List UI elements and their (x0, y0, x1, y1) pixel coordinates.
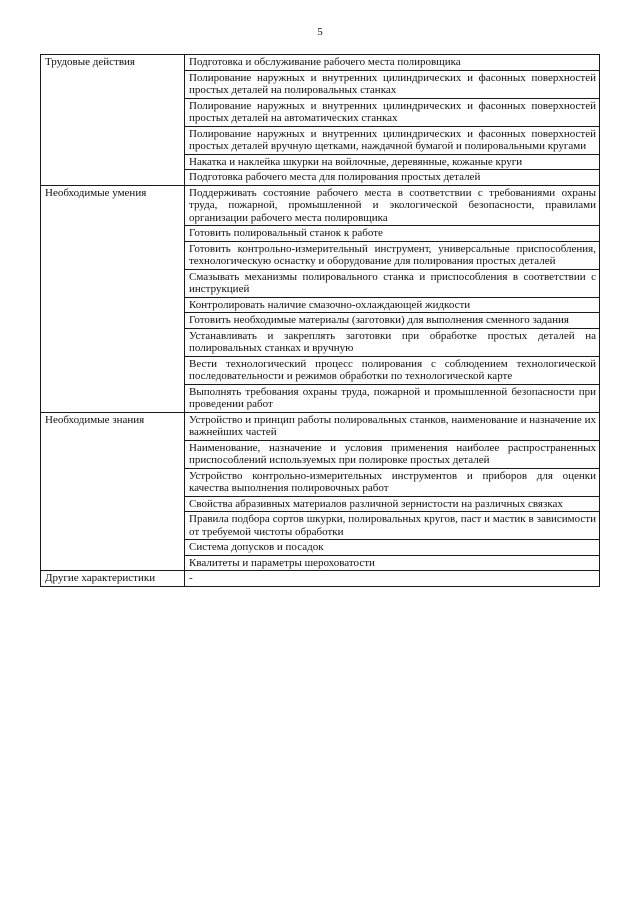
section-item: Устанавливать и закреплять заготовки при обработке простых деталей на полировальных станках и вручную (185, 328, 600, 356)
section-label: Другие характеристики (41, 571, 185, 587)
section-item: Квалитеты и параметры шероховатости (185, 555, 600, 571)
table-row (41, 571, 600, 587)
section-item: Готовить контрольно-измерительный инструмент, универсальные приспособления, технологическую оснастку и оборудование для полирования простых деталей (185, 241, 600, 269)
section-item: Устройство и принцип работы полировальных станков, наименование и назначение их важнейших частей (185, 412, 600, 440)
section-label: Трудовые действия (41, 55, 185, 186)
section-item: Устройство контрольно-измерительных инструментов и приборов для оценки качества выполнения полировочных работ (185, 468, 600, 496)
section-item: Накатка и наклейка шкурки на войлочные, деревянные, кожаные круги (185, 154, 600, 170)
section-item: Система допусков и посадок (185, 540, 600, 556)
page-number: 5 (317, 26, 323, 38)
section-item: Готовить необходимые материалы (заготовки) для выполнения сменного задания (185, 313, 600, 329)
table-row (41, 55, 600, 71)
section-item: Подготовка рабочего места для полирования простых деталей (185, 170, 600, 186)
table-row (41, 185, 600, 226)
section-item: Поддерживать состояние рабочего места в соответствии с требованиями охраны труда, пожарной, промышленной и экологической безопасности, правилами организации рабочего места полировщика (185, 185, 600, 226)
characteristics-table (40, 54, 600, 587)
section-item: Подготовка и обслуживание рабочего места полировщика (185, 55, 600, 71)
section-item: - (185, 571, 600, 587)
section-item: Свойства абразивных материалов различной зернистости на различных связках (185, 496, 600, 512)
section-item: Готовить полировальный станок к работе (185, 226, 600, 242)
section-item: Смазывать механизмы полировального станка и приспособления в соответствии с инструкцией (185, 269, 600, 297)
section-item: Полирование наружных и внутренних цилиндрических и фасонных поверхностей простых деталей на полировальных станках (185, 70, 600, 98)
table-row (41, 412, 600, 440)
section-item: Контролировать наличие смазочно-охлаждающей жидкости (185, 297, 600, 313)
section-label: Необходимые умения (41, 185, 185, 412)
section-item: Полирование наружных и внутренних цилиндрических и фасонных поверхностей простых деталей на автоматических станках (185, 98, 600, 126)
section-item: Полирование наружных и внутренних цилиндрических и фасонных поверхностей простых деталей вручную щетками, наждачной бумагой и полировальными кругами (185, 126, 600, 154)
section-item: Выполнять требования охраны труда, пожарной и промышленной безопасности при проведении работ (185, 384, 600, 412)
section-item: Наименование, назначение и условия применения наиболее распространенных приспособлений используемых при полировке простых деталей (185, 440, 600, 468)
section-item: Вести технологический процесс полирования с соблюдением технологической последовательности и режимов обработки по технологической карте (185, 356, 600, 384)
section-item: Правила подбора сортов шкурки, полировальных кругов, паст и мастик в зависимости от требуемой чистоты обработки (185, 512, 600, 540)
section-label: Необходимые знания (41, 412, 185, 571)
